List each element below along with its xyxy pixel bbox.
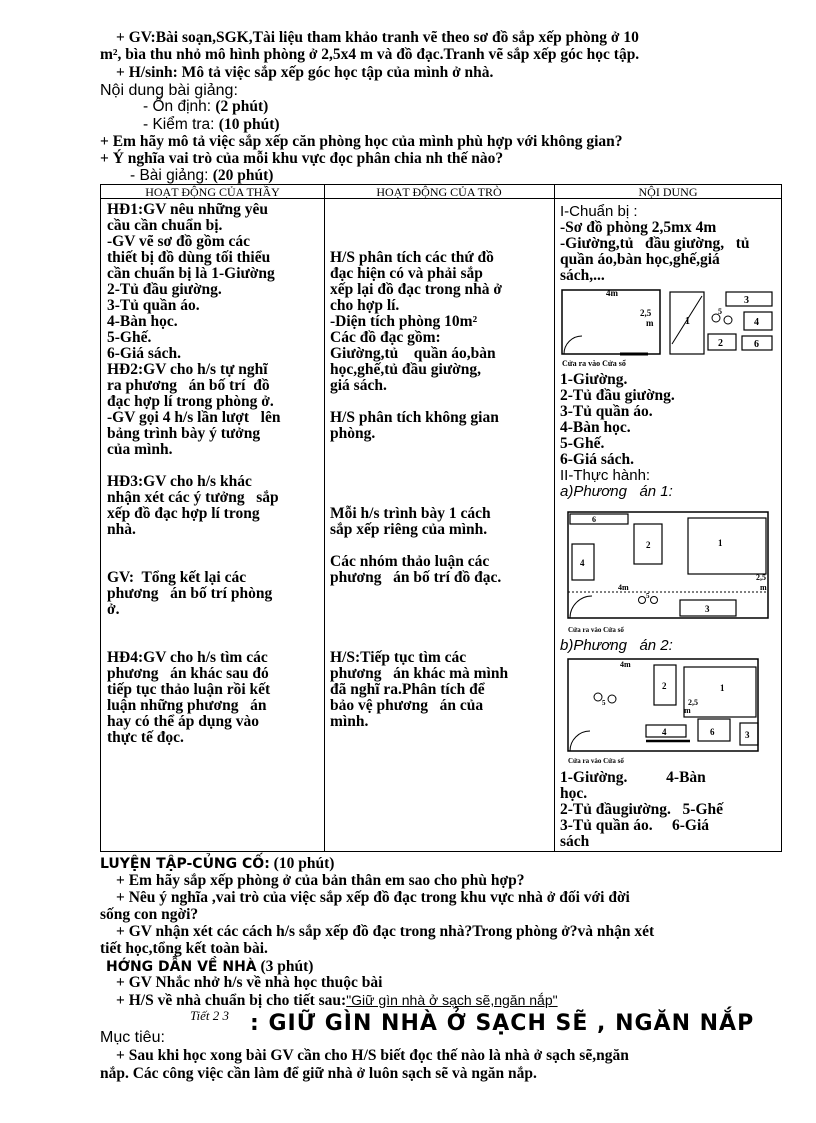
label-1: 1: [685, 316, 690, 327]
table-divider-2: [554, 185, 555, 851]
plan-a-label-6: 6: [592, 515, 596, 524]
header-student: HOẠT ĐỘNG CỦA TRÒ: [376, 185, 502, 199]
teacher-line: cầu cần chuẩn bị.: [107, 217, 223, 234]
lesson-label: - Bài giảng:: [130, 167, 213, 184]
room-diagram: [560, 284, 776, 370]
student-line: học,ghế,tủ đầu giường,: [330, 361, 481, 378]
wardrobe-piece: [726, 292, 772, 306]
student-line: phương án khác mà mình: [330, 665, 509, 682]
dim-4m: 4m: [606, 288, 618, 298]
plan-b-label-6: 6: [710, 727, 715, 737]
check-line: [143, 117, 280, 133]
dim-25: 2,5: [640, 308, 652, 318]
item-line: 5-Ghế.: [560, 435, 605, 452]
plan-a-label-3: 3: [705, 604, 710, 614]
plan-b-diagram: [560, 657, 776, 767]
teacher-line: 4-Bàn học.: [107, 313, 178, 330]
plan-a-dim-m: m: [760, 583, 767, 592]
plan-b-label-1: 1: [720, 683, 725, 693]
practice-line: tiết học,tổng kết toàn bài.: [100, 940, 268, 957]
teacher-line: xếp đồ đạc hợp lí trong: [107, 505, 260, 522]
door-window-label: Cửa ra vào Cửa sổ: [562, 359, 626, 368]
student-line: Các nhóm thảo luận các: [330, 553, 490, 570]
student-line: Các đồ đạc gồm:: [330, 329, 441, 346]
stabilize-label: - Ổn định:: [143, 98, 216, 115]
student-line: mình.: [330, 713, 369, 730]
teacher-line: ra phương án bố trí đồ: [107, 377, 270, 394]
teacher-line: 5-Ghế.: [107, 329, 152, 346]
teacher-line: ở.: [107, 601, 120, 618]
homework-prepare: + H/S về nhà chuẩn bị cho tiết sau:: [116, 992, 347, 1009]
stabilize-time: (2 phút): [215, 98, 269, 115]
room-line: -Giường,tủ đầu giường, tủ: [560, 235, 750, 252]
goal-line: nắp. Các công việc cần làm để giữ nhà ở luôn sạch sẽ và ngăn nắp.: [100, 1065, 537, 1082]
teacher-line: cần chuẩn bị là 1-Giường: [107, 265, 275, 282]
practice-heading-line: [100, 856, 334, 872]
student-line: đạc hiện có và phải sắp: [330, 265, 483, 282]
plan-a-chair: [639, 597, 646, 604]
homework-heading-line: [106, 959, 313, 975]
practice-line: + Nêu ý nghĩa ,vai trò của việc sắp xếp đồ đạc trong khu vực nhà ở đối với đời: [116, 889, 630, 906]
teacher-line: hay có thể áp dụng vào: [107, 713, 260, 730]
practice-line: + GV nhận xét các cách h/s sắp xếp đồ đạc trong nhà?Trong phòng ở?và nhận xét: [116, 923, 655, 940]
teacher-line: HĐ2:GV cho h/s tự nghĩ: [107, 361, 268, 378]
legend-line: 1-Giường. 4-Bàn: [560, 769, 706, 786]
door-arc: [564, 336, 582, 354]
plan-b-heading: [560, 638, 780, 654]
plan-a-label: a)Phương án 1:: [560, 483, 673, 500]
homework-time: (3 phút): [256, 958, 314, 975]
plan-a-diagram: [560, 510, 776, 638]
homework-next-title: "Giữ gìn nhà ở sạch sẽ,ngăn nắp": [346, 992, 558, 1008]
homework-line-2: [116, 992, 558, 1009]
teacher-line: luận những phương án: [107, 697, 267, 714]
teacher-line: thiết bị đồ dùng tối thiểu: [107, 249, 271, 266]
prep-gv-line1: + GV:Bài soạn,SGK,Tài liệu tham khảo tranh vẽ theo sơ đồ sắp xếp phòng ở 10: [116, 29, 639, 46]
room-line: -Sơ đồ phòng 2,5mx 4m: [560, 219, 717, 236]
plan-a-shelf: [570, 514, 628, 524]
teacher-line: 2-Tủ đầu giường.: [107, 281, 222, 298]
practice-line: sống con ngời?: [100, 906, 199, 923]
legend-line: sách: [560, 833, 590, 850]
teacher-line: thực tế đọc.: [107, 729, 184, 746]
student-line: phòng.: [330, 425, 376, 442]
section-practice: II-Thực hành:: [560, 467, 651, 484]
student-line: H/S:Tiếp tục tìm các: [330, 649, 467, 666]
teacher-line: HĐ4:GV cho h/s tìm các: [107, 649, 268, 666]
plan-b-label-2: 2: [662, 681, 667, 691]
prep-hs-line: + H/sinh: Mô tả việc sắp xếp góc học tập của mình ở nhà.: [116, 64, 494, 81]
plan-a-label-1: 1: [718, 538, 723, 548]
teacher-line: 6-Giá sách.: [107, 345, 182, 362]
practice-time: (10 phút): [269, 855, 335, 872]
plan-b-door-window: Cửa ra vào Cửa sổ: [568, 757, 624, 765]
room-line: quần áo,bàn học,ghế,giá: [560, 251, 720, 268]
plan-b-label: b)Phương án 2:: [560, 637, 673, 654]
student-line: H/S phân tích các thứ đồ: [330, 249, 494, 266]
label-2: 2: [718, 338, 723, 349]
room-line: sách,...: [560, 267, 605, 284]
homework-line: + GV Nhắc nhở h/s về nhà học thuộc bài: [116, 974, 383, 991]
plan-b-chair: [594, 693, 602, 701]
items-list: [560, 372, 780, 500]
practice-line: + Em hãy sắp xếp phòng ở của bản thân em sao cho phù hợp?: [116, 872, 525, 889]
header-teacher: HOẠT ĐỘNG CỦA THẦY: [145, 185, 280, 199]
goal-label: Mục tiêu:: [100, 1029, 165, 1046]
plan-a-bed: [688, 518, 766, 574]
student-line: đã nghĩ ra.Phân tích để: [330, 681, 485, 698]
lesson-time: (20 phút): [212, 167, 274, 184]
teacher-line: phương án khác sau đó: [107, 665, 269, 682]
item-line: 2-Tủ đầu giường.: [560, 387, 675, 404]
teacher-line: -GV vẽ sơ đồ gồm các: [107, 233, 251, 250]
plan-b-label-4: 4: [662, 727, 667, 737]
lesson-table: [100, 184, 782, 852]
student-line: cho hợp lí.: [330, 297, 400, 314]
teacher-column: [107, 202, 322, 746]
goal-line: + Sau khi học xong bài GV cần cho H/S biết đọc thế nào là nhà ở sạch sẽ,ngăn: [116, 1047, 629, 1064]
teacher-line: nhà.: [107, 521, 136, 538]
teacher-line: phương án bố trí phòng: [107, 585, 273, 602]
stabilize-line: [143, 99, 268, 115]
student-line: bảo vệ phương án của: [330, 697, 484, 714]
plan-a-label-2: 2: [646, 540, 651, 550]
plan-a-label-4: 4: [580, 558, 585, 568]
plan-a-dim-25: 2,5: [756, 573, 766, 582]
plan-b-door: [570, 731, 590, 751]
student-line: sắp xếp riêng của mình.: [330, 521, 488, 538]
section-prepare: I-Chuẩn bị :: [560, 203, 638, 220]
plan-a-door: [570, 596, 592, 618]
question-2: + Ý nghĩa vai trò của mỗi khu vực đọc phân chia nh thế nào?: [100, 150, 504, 167]
dim-m: m: [646, 318, 654, 328]
plan-b-dim-m: m: [684, 706, 691, 715]
student-line: H/S phân tích không gian: [330, 409, 499, 426]
content-heading: Nội dung bài giảng:: [100, 82, 238, 99]
plan-a-room: [568, 512, 768, 618]
student-line: Mỗi h/s trình bày 1 cách: [330, 505, 491, 522]
student-line: giá sách.: [330, 377, 387, 394]
teacher-line: HĐ1:GV nêu những yêu: [107, 201, 269, 218]
student-line: xếp lại đồ đạc trong nhà ở: [330, 281, 502, 298]
teacher-line: HĐ3:GV cho h/s khác: [107, 473, 252, 490]
item-line: 6-Giá sách.: [560, 451, 635, 468]
legend-line: 2-Tủ đầugiường. 5-Ghế: [560, 801, 724, 818]
item-line: 3-Tủ quần áo.: [560, 403, 653, 420]
teacher-line: GV: Tổng kết lại các: [107, 569, 247, 586]
item-line: 4-Bàn học.: [560, 419, 631, 436]
check-label: - Kiểm tra:: [143, 116, 219, 133]
homework-heading: HỚNG DẪN VỀ NHÀ: [106, 959, 257, 975]
plan-a-label-5: 5: [646, 592, 650, 600]
check-time: (10 phút): [218, 116, 280, 133]
plan-a-door-window: Cửa ra vào Cửa sổ: [568, 626, 624, 634]
student-line: -Diện tích phòng 10m²: [330, 313, 478, 330]
student-line: phương án bố trí đồ đạc.: [330, 569, 502, 586]
plan-b-label-5: 5: [602, 699, 606, 707]
plan-b-dim-4m: 4m: [620, 660, 631, 669]
lesson-line: [130, 168, 273, 184]
item-line: 1-Giường.: [560, 371, 628, 388]
content-column: [560, 204, 780, 284]
legend-line: 3-Tủ quần áo. 6-Giá: [560, 817, 710, 834]
legend: [560, 770, 780, 850]
question-1: + Em hãy mô tả việc sắp xếp căn phòng học của mình phù hợp với không gian?: [100, 133, 623, 150]
label-4: 4: [754, 317, 759, 328]
student-column: [330, 250, 552, 730]
practice-heading: LUYỆN TẬP-CỦNG CỐ:: [100, 856, 270, 872]
student-line: Giường,tủ quần áo,bàn: [330, 345, 496, 362]
teacher-line: đạc hợp lí trong phòng ở.: [107, 393, 274, 410]
teacher-line: -GV gọi 4 h/s lần lượt lên: [107, 409, 281, 426]
teacher-line: 3-Tủ quần áo.: [107, 297, 200, 314]
label-5: 5: [718, 307, 722, 316]
teacher-line: tiếp tục thảo luận rồi kết: [107, 681, 271, 698]
teacher-line: nhận xét các ý tưởng sắp: [107, 489, 279, 506]
plan-a-dim-4m: 4m: [618, 583, 629, 592]
legend-line: học.: [560, 785, 588, 802]
plan-b-dim-25: 2,5: [688, 698, 698, 707]
next-lesson-title: : GIỮ GÌN NHÀ Ở SẠCH SẼ , NGĂN NẮP: [250, 1011, 755, 1036]
next-tiet: Tiết 2 3: [190, 1008, 230, 1023]
teacher-line: bảng trình bày ý tưởng: [107, 425, 261, 442]
label-3: 3: [744, 295, 749, 306]
header-content: NỘI DUNG: [638, 185, 698, 199]
teacher-line: của mình.: [107, 441, 173, 458]
table-divider-1: [324, 185, 325, 851]
plan-b-label-3: 3: [745, 730, 750, 740]
label-6: 6: [754, 339, 759, 350]
prep-gv-line2: m², bìa thu nhỏ mô hình phòng ở 2,5x4 m và đồ đạc.Tranh vẽ sắp xếp góc học tập.: [100, 46, 640, 63]
